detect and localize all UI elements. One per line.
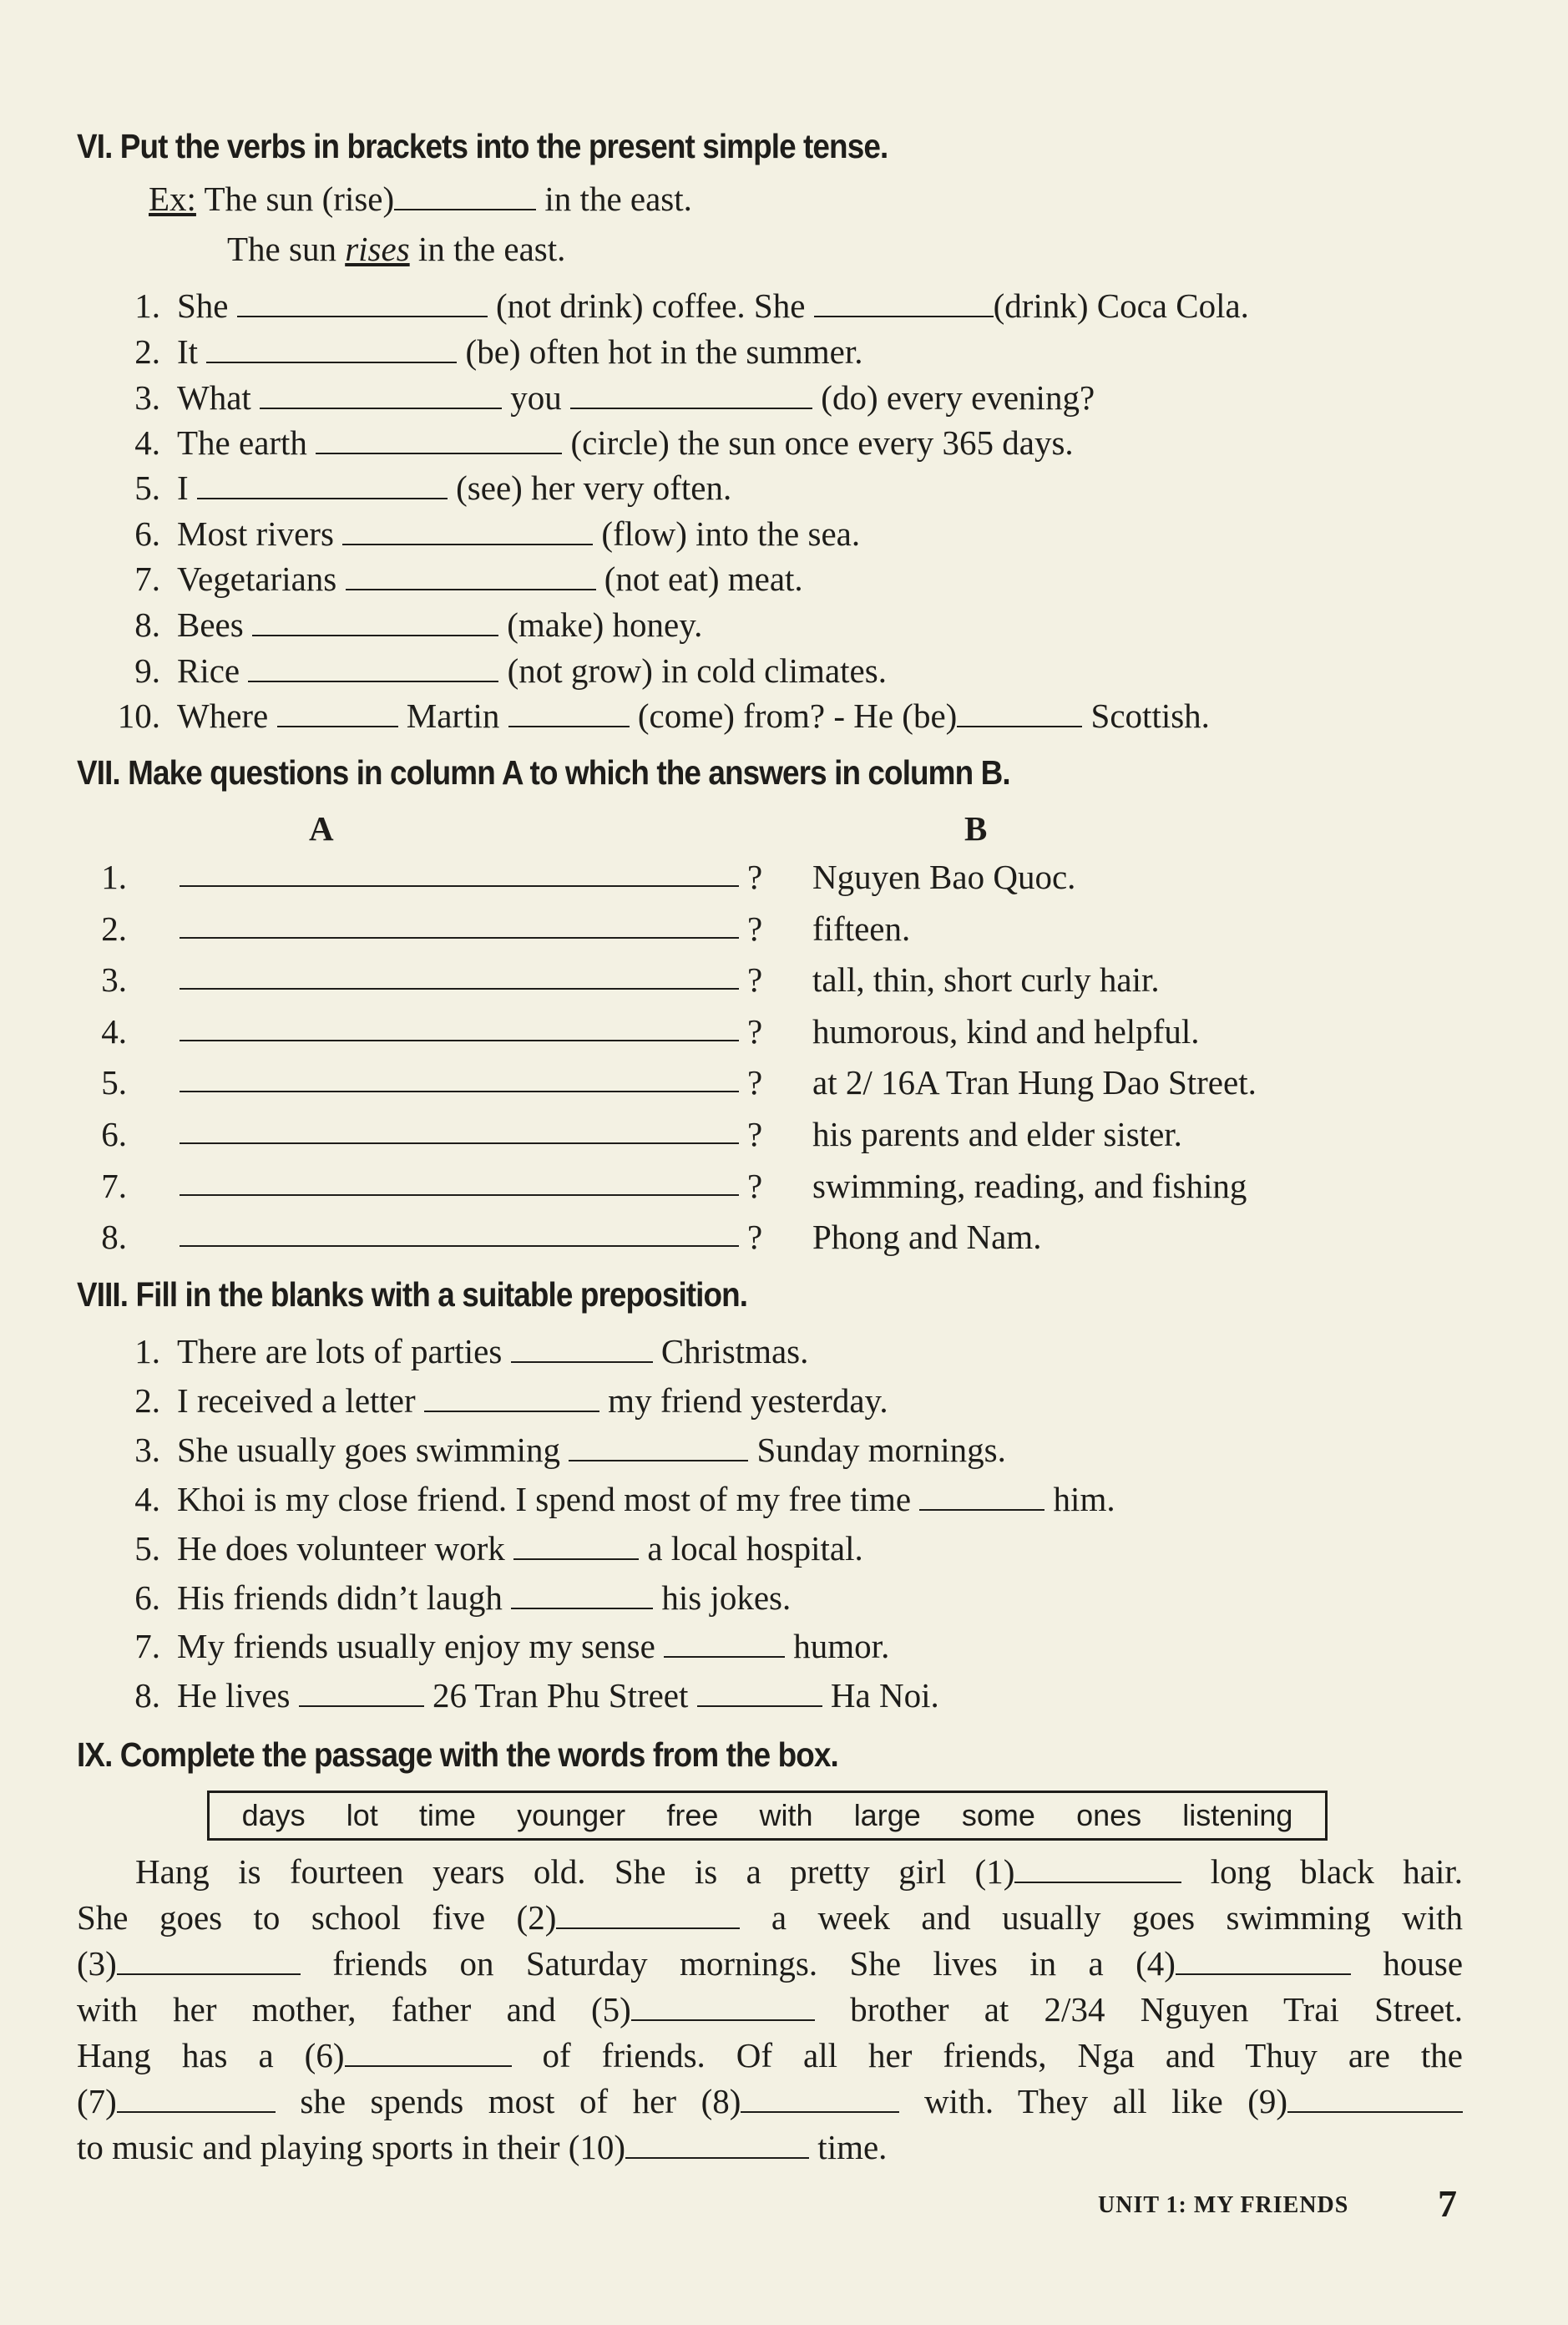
question-mark: ? bbox=[747, 1218, 763, 1256]
item-part: Ha Noi. bbox=[830, 1676, 939, 1715]
passage-blank[interactable] bbox=[741, 2086, 899, 2113]
item-part: his jokes. bbox=[661, 1578, 792, 1617]
answer-blank[interactable] bbox=[570, 382, 812, 409]
passage-text: (7) bbox=[77, 2082, 117, 2120]
item-part: Most rivers bbox=[177, 514, 334, 553]
answer-blank[interactable] bbox=[316, 428, 562, 454]
column-b-answer: Nguyen Bao Quoc. bbox=[812, 858, 1076, 896]
item-number: 6. bbox=[134, 514, 160, 553]
answer-blank[interactable] bbox=[664, 1631, 785, 1658]
answer-blank[interactable] bbox=[424, 1385, 599, 1412]
item-part: 26 Tran Phu Street bbox=[432, 1676, 689, 1715]
item-part: (do) every evening? bbox=[821, 378, 1095, 417]
answer-blank[interactable] bbox=[346, 564, 596, 590]
item-number: 8. bbox=[134, 605, 160, 644]
answer-blank[interactable] bbox=[197, 473, 448, 499]
item-part: I bbox=[177, 469, 189, 507]
item-part: (not drink) coffee. She bbox=[496, 286, 806, 325]
passage-line bbox=[77, 1849, 1463, 1895]
item-text bbox=[177, 423, 1074, 462]
box-word: some bbox=[961, 1798, 1035, 1832]
item-part: (not grow) in cold climates. bbox=[507, 651, 887, 690]
question-blank[interactable] bbox=[180, 988, 739, 990]
passage-text: brother at 2/34 Nguyen Trai Street. bbox=[850, 1990, 1463, 2029]
page-number: 7 bbox=[1438, 2182, 1457, 2225]
item-part: you bbox=[510, 378, 562, 417]
passage-text: with. They all like (9) bbox=[923, 2082, 1288, 2120]
column-b-answer: swimming, reading, and fishing bbox=[812, 1167, 1247, 1205]
question-mark: ? bbox=[747, 960, 763, 999]
section-ix-heading: IX. Complete the passage with the words from the box. bbox=[77, 1735, 838, 1774]
item-number: 7. bbox=[134, 1627, 160, 1665]
item-number: 9. bbox=[134, 651, 160, 690]
item-number: 3. bbox=[134, 1431, 160, 1469]
answer-blank[interactable] bbox=[299, 1680, 424, 1707]
box-word: ones bbox=[1076, 1798, 1142, 1832]
item-part: My friends usually enjoy my sense bbox=[177, 1627, 655, 1665]
example-blank bbox=[394, 184, 536, 210]
answer-blank[interactable] bbox=[248, 656, 498, 682]
item-part: (circle) the sun once every 365 days. bbox=[570, 423, 1074, 462]
question-mark: ? bbox=[747, 1012, 763, 1051]
question-blank[interactable] bbox=[180, 1194, 739, 1196]
answer-blank[interactable] bbox=[206, 337, 457, 363]
item-text bbox=[177, 1433, 1006, 1467]
item-number: 2. bbox=[134, 1381, 160, 1420]
item-number: 5. bbox=[101, 1063, 127, 1102]
item-number: 6. bbox=[134, 1578, 160, 1617]
item-number: 10. bbox=[117, 696, 160, 735]
example-line-2 bbox=[227, 232, 565, 266]
passage-line bbox=[77, 1941, 1463, 1987]
item-number: 6. bbox=[101, 1115, 127, 1153]
box-word: lot bbox=[346, 1798, 378, 1832]
passage-blank[interactable] bbox=[631, 1994, 815, 2021]
item-part: The earth bbox=[177, 423, 307, 462]
item-part: She bbox=[177, 286, 229, 325]
item-part: Where bbox=[177, 696, 269, 735]
word-box bbox=[207, 1791, 1328, 1841]
item-text bbox=[177, 471, 731, 505]
item-part: She usually goes swimming bbox=[177, 1431, 560, 1469]
example-text: in the east. bbox=[417, 230, 566, 268]
section-vii-heading: VII. Make questions in column A to which the answers in column B. bbox=[77, 753, 1010, 792]
column-b-answer: humorous, kind and helpful. bbox=[812, 1012, 1200, 1051]
question-blank[interactable] bbox=[180, 1091, 739, 1092]
passage-text: of friends. Of all her friends, Nga and Thuy are the bbox=[542, 2036, 1463, 2074]
passage-text: friends on Saturday mornings. She lives in a (4) bbox=[332, 1944, 1176, 1983]
item-number: 1. bbox=[134, 1332, 160, 1370]
passage-blank[interactable] bbox=[556, 1902, 740, 1929]
answer-blank[interactable] bbox=[919, 1484, 1044, 1511]
item-part: Martin bbox=[406, 696, 500, 735]
passage-line bbox=[77, 2079, 1463, 2125]
item-text bbox=[177, 378, 1095, 417]
item-part: (flow) into the sea. bbox=[601, 514, 861, 553]
column-b-answer: his parents and elder sister. bbox=[812, 1115, 1182, 1153]
question-blank[interactable] bbox=[180, 937, 739, 939]
passage-text: Hang is fourteen years old. She is a pretty girl (1) bbox=[135, 1852, 1015, 1891]
unit-footer: UNIT 1: MY FRIENDS bbox=[1098, 2192, 1349, 2218]
passage-blank[interactable] bbox=[1287, 2086, 1463, 2113]
item-text bbox=[177, 1381, 888, 1420]
item-part: (come) from? - He (be) bbox=[637, 696, 958, 735]
item-text bbox=[177, 1629, 889, 1664]
passage-line bbox=[77, 2033, 1463, 2079]
passage-blank[interactable] bbox=[117, 1948, 301, 1975]
column-a-header: A bbox=[309, 809, 334, 848]
passage-text: (3) bbox=[77, 1944, 117, 1983]
item-text bbox=[177, 1529, 863, 1568]
answer-blank[interactable] bbox=[277, 701, 398, 727]
item-number: 4. bbox=[101, 1012, 127, 1051]
answer-blank[interactable] bbox=[511, 1336, 653, 1363]
question-mark: ? bbox=[747, 858, 763, 896]
item-part: Sunday mornings. bbox=[756, 1431, 1006, 1469]
box-word: with bbox=[759, 1798, 813, 1832]
answer-blank[interactable] bbox=[511, 1583, 653, 1609]
passage-line bbox=[77, 1895, 1463, 1941]
item-part: humor. bbox=[793, 1627, 890, 1665]
item-part: He does volunteer work bbox=[177, 1529, 505, 1568]
passage-line bbox=[77, 1987, 1463, 2033]
item-part: What bbox=[177, 378, 251, 417]
example-label: Ex: bbox=[149, 180, 196, 218]
column-b-answer: tall, thin, short curly hair. bbox=[812, 960, 1160, 999]
question-blank[interactable] bbox=[180, 885, 739, 887]
item-number: 4. bbox=[134, 1480, 160, 1518]
item-part: (make) honey. bbox=[507, 605, 703, 644]
answer-blank[interactable] bbox=[697, 1680, 822, 1707]
passage-text: long black hair. bbox=[1210, 1852, 1463, 1891]
answer-blank[interactable] bbox=[252, 610, 498, 636]
passage-blank[interactable] bbox=[345, 2040, 512, 2067]
item-text bbox=[177, 696, 1210, 735]
item-part: (not eat) meat. bbox=[604, 560, 803, 598]
item-number: 2. bbox=[134, 332, 160, 371]
passage-text: she spends most of her (8) bbox=[300, 2082, 741, 2120]
item-number: 5. bbox=[134, 469, 160, 507]
item-part: (drink) Coca Cola. bbox=[993, 286, 1249, 325]
item-number: 8. bbox=[101, 1218, 127, 1256]
item-part: It bbox=[177, 332, 199, 371]
item-text bbox=[177, 562, 803, 596]
item-text bbox=[177, 651, 887, 690]
item-number: 4. bbox=[134, 423, 160, 462]
column-b-header: B bbox=[964, 809, 988, 848]
item-part: my friend yesterday. bbox=[608, 1381, 888, 1420]
question-mark: ? bbox=[747, 909, 763, 948]
answer-blank[interactable] bbox=[342, 519, 593, 545]
section-vi-heading: VI. Put the verbs in brackets into the present simple tense. bbox=[77, 127, 888, 165]
question-blank[interactable] bbox=[180, 1142, 739, 1144]
question-mark: ? bbox=[747, 1063, 763, 1102]
answer-blank[interactable] bbox=[569, 1435, 748, 1461]
question-mark: ? bbox=[747, 1115, 763, 1153]
example-answer: rises bbox=[345, 230, 410, 268]
item-part: Scottish. bbox=[1090, 696, 1210, 735]
passage bbox=[77, 1849, 1463, 2171]
answer-blank[interactable] bbox=[957, 701, 1082, 727]
item-text bbox=[177, 605, 703, 644]
item-part: Vegetarians bbox=[177, 560, 337, 598]
box-word: large bbox=[853, 1798, 921, 1832]
item-text bbox=[177, 1578, 792, 1617]
item-part: Bees bbox=[177, 605, 244, 644]
item-number: 1. bbox=[134, 286, 160, 325]
item-number: 3. bbox=[101, 960, 127, 999]
answer-blank[interactable] bbox=[260, 382, 502, 409]
item-part: him. bbox=[1053, 1480, 1115, 1518]
passage-text: She goes to school five (2) bbox=[77, 1898, 557, 1937]
item-part: Christmas. bbox=[660, 1332, 809, 1370]
item-part: There are lots of parties bbox=[177, 1332, 503, 1370]
passage-text: time. bbox=[817, 2128, 888, 2166]
example-text: The sun bbox=[227, 230, 336, 268]
box-word: free bbox=[666, 1798, 719, 1832]
passage-text: with her mother, father and (5) bbox=[77, 1990, 631, 2029]
item-text bbox=[177, 1332, 809, 1370]
item-text bbox=[177, 1482, 1115, 1517]
passage-text: Hang has a (6) bbox=[77, 2036, 345, 2074]
passage-text: to music and playing sports in their (10) bbox=[77, 2128, 626, 2166]
item-part: Rice bbox=[177, 651, 240, 690]
answer-blank[interactable] bbox=[814, 291, 994, 317]
item-number: 2. bbox=[101, 909, 127, 948]
box-word: listening bbox=[1182, 1798, 1293, 1832]
column-b-answer: Phong and Nam. bbox=[812, 1218, 1042, 1256]
answer-blank[interactable] bbox=[237, 291, 488, 317]
example-line-1 bbox=[149, 182, 692, 216]
item-text bbox=[177, 514, 861, 553]
box-word: time bbox=[418, 1798, 476, 1832]
example-text: The sun (rise) bbox=[204, 180, 395, 218]
item-part: His friends didn’t laugh bbox=[177, 1578, 503, 1617]
item-number: 5. bbox=[134, 1529, 160, 1568]
question-blank[interactable] bbox=[180, 1040, 739, 1041]
passage-blank[interactable] bbox=[625, 2132, 809, 2159]
item-number: 3. bbox=[134, 378, 160, 417]
column-b-answer: at 2/ 16A Tran Hung Dao Street. bbox=[812, 1063, 1257, 1102]
item-number: 7. bbox=[101, 1167, 127, 1205]
item-text bbox=[177, 1676, 939, 1715]
passage-text: a week and usually goes swimming with bbox=[771, 1898, 1464, 1937]
example-text: in the east. bbox=[544, 180, 692, 218]
answer-blank[interactable] bbox=[508, 701, 630, 727]
item-part: I received a letter bbox=[177, 1381, 416, 1420]
item-number: 1. bbox=[101, 858, 127, 896]
item-number: 7. bbox=[134, 560, 160, 598]
item-part: Khoi is my close friend. I spend most of my free time bbox=[177, 1480, 912, 1518]
question-mark: ? bbox=[747, 1167, 763, 1205]
item-part: a local hospital. bbox=[647, 1529, 863, 1568]
column-b-answer: fifteen. bbox=[812, 909, 911, 948]
section-viii-heading: VIII. Fill in the blanks with a suitable preposition. bbox=[77, 1275, 748, 1314]
passage-blank[interactable] bbox=[1014, 1856, 1181, 1883]
item-part: (see) her very often. bbox=[456, 469, 732, 507]
passage-line bbox=[77, 2125, 1463, 2171]
item-part: He lives bbox=[177, 1676, 291, 1715]
passage-blank[interactable] bbox=[117, 2086, 276, 2113]
question-blank[interactable] bbox=[180, 1245, 739, 1247]
item-text bbox=[177, 286, 1249, 325]
item-text bbox=[177, 332, 863, 371]
answer-blank[interactable] bbox=[513, 1533, 639, 1560]
box-word: days bbox=[241, 1798, 306, 1832]
item-number: 8. bbox=[134, 1676, 160, 1715]
passage-blank[interactable] bbox=[1176, 1948, 1351, 1975]
box-word: younger bbox=[517, 1798, 626, 1832]
passage-text: house bbox=[1383, 1944, 1464, 1983]
item-part: (be) often hot in the summer. bbox=[465, 332, 863, 371]
